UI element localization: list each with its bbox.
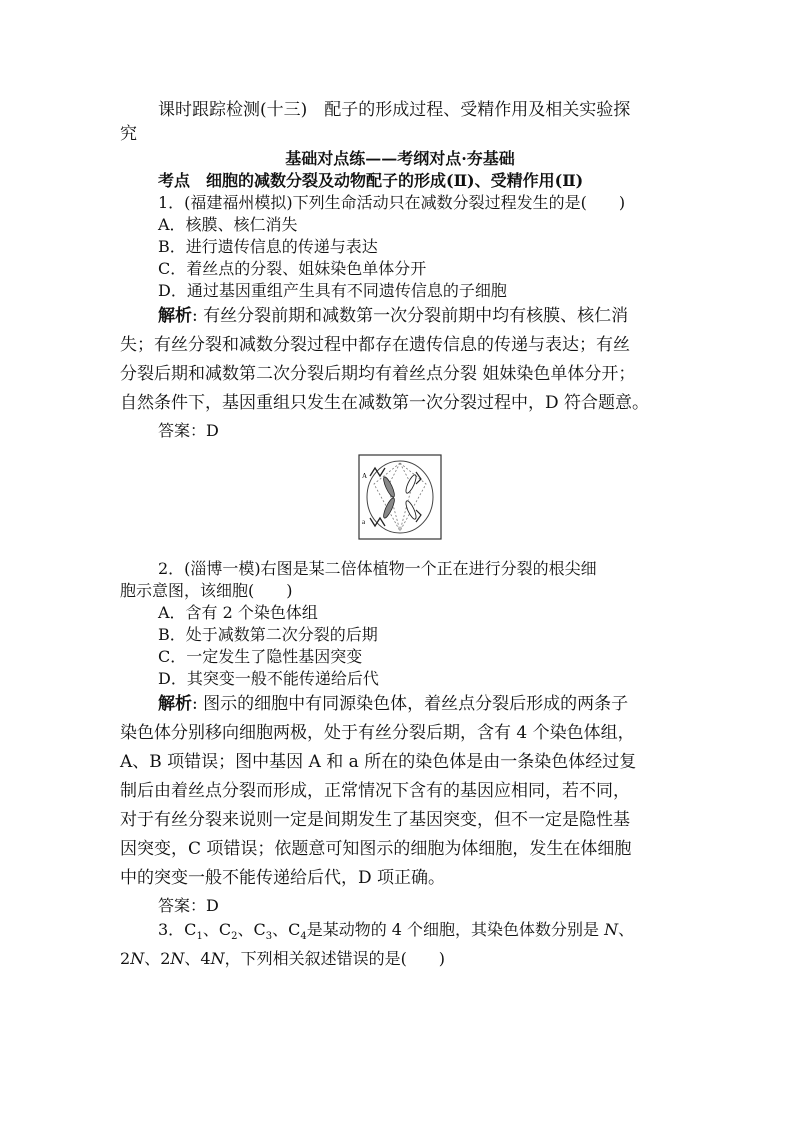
question-stem: 2．(淄博一模)右图是某二倍体植物一个正在进行分裂的根尖细 (158, 559, 597, 578)
option-a: A．核膜、核仁消失 (158, 215, 298, 234)
option-b: B．处于减数第二次分裂的后期 (158, 625, 378, 644)
title-line-2: 究 (120, 124, 137, 144)
option-d: D．其突变一般不能传递给后代 (158, 669, 379, 688)
question-stem: 3．$C_1$、$C_2$、$C_3$、$C_4$是某动物的 4 个细胞，其染色体数分别是 N、 (158, 920, 635, 943)
analysis-line: A、B 项错误；图中基因 A 和 a 所在的染色体是由一条染色体经过复 (120, 752, 637, 772)
question-2 (120, 558, 680, 919)
answer: 答案：D (158, 421, 219, 440)
question-stem: 1．(福建福州模拟)下列生命活动只在减数分裂过程发生的是( ) (158, 193, 626, 212)
analysis-line: 对于有丝分裂来说则一定是间期发生了基因突变，但不一定是隐性基 (120, 810, 630, 830)
analysis-line: 中的突变一般不能传递给后代，D 项正确。 (120, 868, 446, 888)
question-stem-cont: 胞示意图，该细胞( ) (120, 581, 293, 600)
cell-diagram (120, 454, 680, 540)
topic-heading: 考点 细胞的减数分裂及动物配子的形成(Ⅱ)、受精作用(Ⅱ) (158, 171, 584, 190)
gene-label-a-lower: a (362, 518, 366, 526)
document-page (120, 98, 680, 970)
analysis (120, 690, 680, 893)
analysis-line: 制后由着丝点分裂而形成，正常情况下含有的基因应相同，若不同， (120, 781, 630, 801)
option-c: C．着丝点的分裂、姐妹染色单体分开 (158, 259, 427, 278)
analysis (120, 302, 680, 418)
section-heading: 基础对点练——考纲对点·夯基础 (285, 149, 515, 168)
option-b: B．进行遗传信息的传递与表达 (158, 237, 378, 256)
analysis-line: 染色体分别移向细胞两极，处于有丝分裂后期，含有 4 个染色体组， (120, 723, 635, 743)
option-d: D．通过基因重组产生具有不同遗传信息的子细胞 (158, 281, 507, 300)
title-line-1: 课时跟踪检测(十三) 配子的形成过程、受精作用及相关实验探 (158, 100, 631, 120)
analysis-line: : 图示的细胞中有同源染色体，着丝点分裂后形成的两条子 (192, 694, 629, 714)
analysis-line: 因突变，C 项错误；依题意可知图示的细胞为体细胞，发生在体细胞 (120, 839, 632, 859)
option-a: A．含有 2 个染色体组 (158, 603, 318, 622)
question-stem-cont: 2N、2N、4N，下列相关叙述错误的是( ) (120, 949, 446, 969)
analysis-label: 解析 (158, 306, 192, 326)
question-3 (120, 919, 680, 970)
doc-title (120, 98, 680, 146)
answer: 答案：D (158, 896, 219, 915)
gene-label-a-upper: A (362, 472, 368, 480)
cell-division-figure (358, 454, 442, 540)
analysis-line: 分裂后期和减数第二次分裂后期均有着丝点分裂 姐妹染色单体分开； (120, 364, 636, 384)
question-1 (120, 192, 680, 444)
option-c: C．一定发生了隐性基因突变 (158, 647, 363, 666)
analysis-line: : 有丝分裂前期和减数第一次分裂前期中均有核膜、核仁消 (192, 306, 629, 326)
analysis-line: 失；有丝分裂和减数分裂过程中都存在遗传信息的传递与表达；有丝 (120, 335, 630, 355)
analysis-label: 解析 (158, 694, 192, 714)
analysis-line: 自然条件下，基因重组只发生在减数第一次分裂过程中，D 符合题意。 (120, 393, 650, 413)
